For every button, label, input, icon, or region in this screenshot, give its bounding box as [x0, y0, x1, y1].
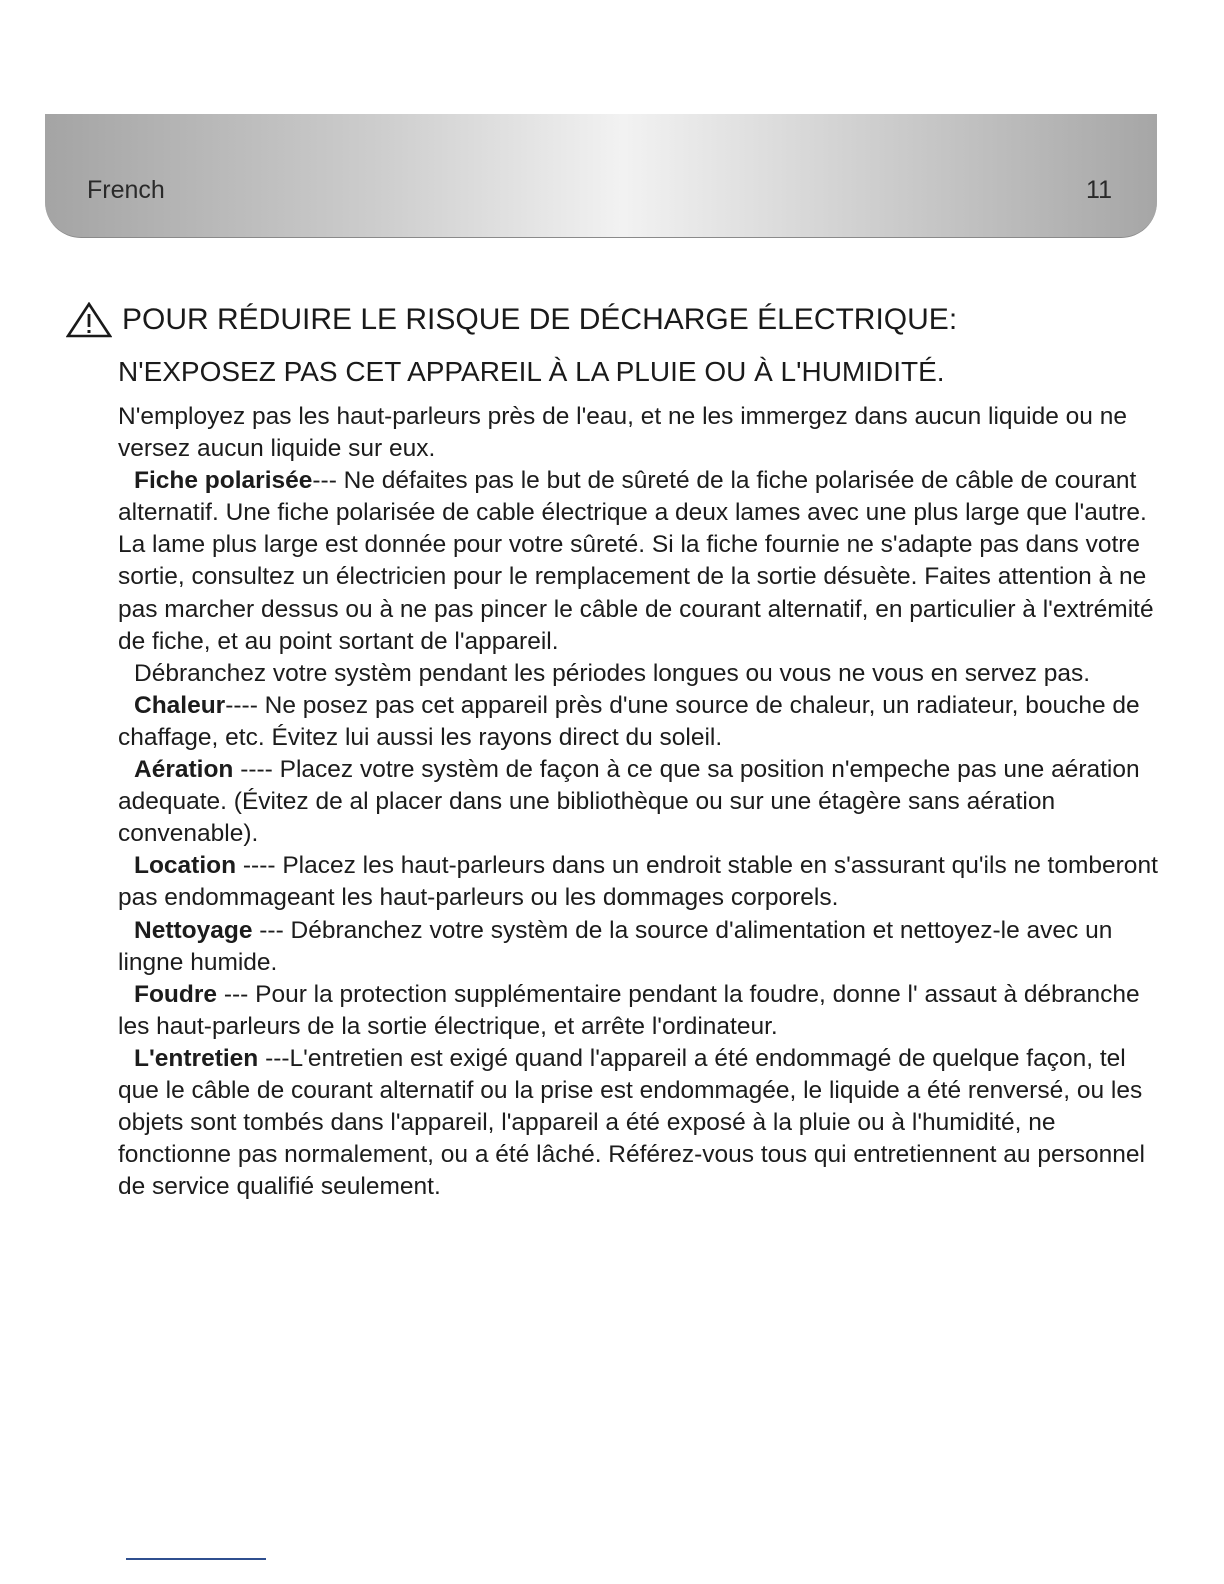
- page-header-band: [45, 114, 1157, 238]
- section-text: ---- Ne posez pas cet appareil près d'une source de chaleur, un radiateur, bouche de chaffage, etc. Évitez lui aussi les rayons direct du soleil.: [118, 691, 1140, 751]
- section-text: ---- Placez les haut-parleurs dans un endroit stable en s'assurant qu'ils ne tomberont pas endommageant les haut-parleurs ou les dommages corporels.: [118, 852, 1158, 912]
- section-chaleur: [118, 690, 1163, 754]
- section-term: Aération: [134, 756, 234, 784]
- footer-rule: [126, 1558, 266, 1560]
- warning-subtitle: N'EXPOSEZ PAS CET APPAREIL À LA PLUIE OU À L'HUMIDITÉ.: [118, 356, 945, 387]
- section-entretien: [118, 1043, 1163, 1203]
- section-debranchez: [118, 658, 1163, 690]
- section-term: Foudre: [134, 980, 218, 1008]
- section-term: Location: [134, 852, 237, 880]
- section-text: ---L'entretien est exigé quand l'appareil a été endommagé de quelque façon, tel que le câble de courant alternatif ou la prise est endommagée, le liquide a été renversé, ou les objets sont tombés dans l'appareil, l'appareil a été exposé à la pluie ou à l'humidité, ne fonctionne pas normalement, ou a été lâché. Référez-vous tous qui entretiennent au personnel de service qualifié seulement.: [118, 1044, 1145, 1201]
- section-text: ---- Placez votre systèm de façon à ce que sa position n'empeche pas une aération adequate. (Évitez de al placer dans une bibliothèque ou sur une étagère sans aération convenable).: [118, 756, 1140, 848]
- section-foudre: [118, 979, 1163, 1043]
- section-term: Nettoyage: [134, 916, 253, 944]
- section-text: Débranchez votre systèm pendant les périodes longues ou vous ne vous en servez pas.: [134, 659, 1091, 687]
- header-page-number: 11: [1086, 176, 1112, 204]
- section-aeration: [118, 754, 1163, 850]
- section-text: --- Débranchez votre systèm de la source d'alimentation et nettoyez-le avec un lingne humide.: [118, 916, 1113, 976]
- safety-instructions: [118, 401, 1163, 1203]
- section-fiche-polarisee: [118, 465, 1163, 658]
- section-term: Fiche polarisée: [134, 467, 313, 495]
- header-language-label: French: [87, 176, 165, 204]
- section-term: L'entretien: [134, 1044, 259, 1072]
- warning-heading: [66, 300, 1166, 340]
- section-text: --- Pour la protection supplémentaire pendant la foudre, donne l' assaut à débranche les haut-parleurs de la sortie électrique, et arrête l'ordinateur.: [118, 980, 1140, 1040]
- warning-triangle-icon: [66, 302, 112, 338]
- section-term: Chaleur: [134, 691, 226, 719]
- section-nettoyage: [118, 915, 1163, 979]
- section-text: --- Ne défaites pas le but de sûreté de la fiche polarisée de câble de courant alternatif. Une fiche polarisée de cable électrique a deux lames avec une plus large que l'autre. La lame plus large est donnée pour votre sûreté. Si la fiche fournie ne s'adapte pas dans votre sortie, consultez un électricien pour le remplacement de la sortie désuète. Faites attention à ne pas marcher dessus ou à ne pas pincer le câble de courant alternatif, en particulier à l'extrémité de fiche, et au point sortant de l'appareil.: [118, 467, 1154, 655]
- intro-paragraph: N'employez pas les haut-parleurs près de l'eau, et ne les immergez dans aucun liquide ou ne versez aucun liquide sur eux.: [118, 403, 1127, 463]
- warning-title-text: POUR RÉDUIRE LE RISQUE DE DÉCHARGE ÉLECTRIQUE:: [122, 303, 958, 336]
- section-location: [118, 850, 1163, 914]
